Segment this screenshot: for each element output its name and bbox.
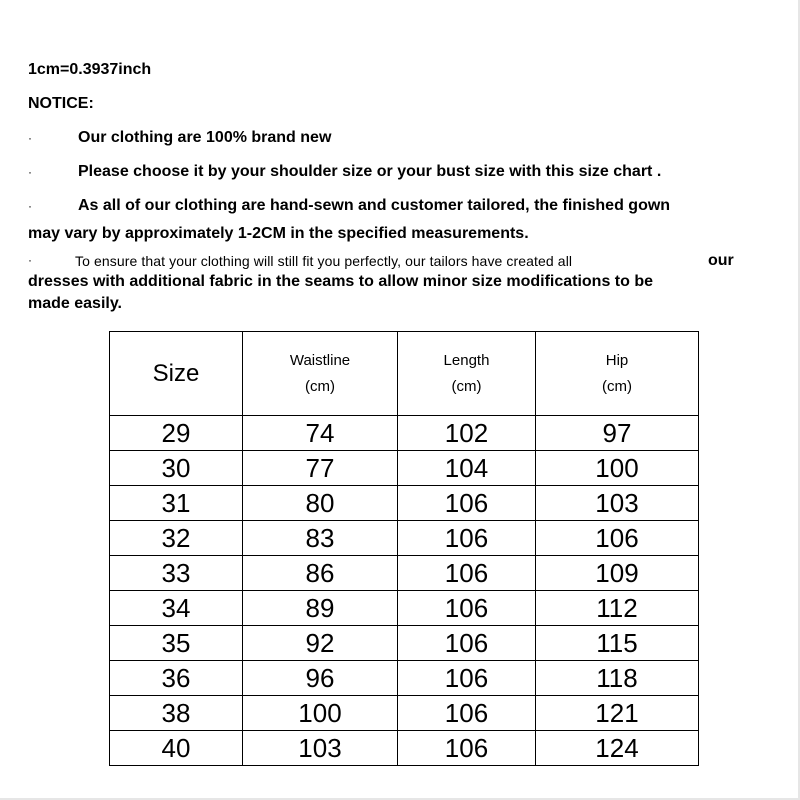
table-row	[110, 661, 699, 696]
unit-conversion: 1cm=0.3937inch	[28, 61, 152, 78]
table-header-row	[110, 332, 699, 416]
table-row	[110, 521, 699, 556]
cell-size: 36	[110, 661, 243, 696]
header-waistline	[243, 332, 398, 416]
cell-length: 102	[398, 416, 536, 451]
header-unit: (cm)	[305, 377, 335, 395]
cell-length: 104	[398, 451, 536, 486]
header-hip	[536, 332, 699, 416]
notice-choose-size: Please choose it by your shoulder size or your bust size with this size chart .	[78, 163, 662, 180]
cell-size: 30	[110, 451, 243, 486]
cell-waistline: 74	[243, 416, 398, 451]
notice-hand-sewn-line1: As all of our clothing are hand-sewn and customer tailored, the finished gown	[78, 197, 671, 214]
notice-fit-line1: To ensure that your clothing will still fit you perfectly, our tailors have created all	[75, 253, 573, 269]
cell-length: 106	[398, 591, 536, 626]
header-unit: (cm)	[451, 377, 482, 395]
cell-waistline: 96	[243, 661, 398, 696]
cell-waistline: 83	[243, 521, 398, 556]
header-title: Size	[152, 359, 200, 387]
notice-hand-sewn-line2: may vary by approximately 1-2CM in the specified measurements.	[28, 225, 529, 242]
table-row	[110, 591, 699, 626]
cell-hip: 112	[536, 591, 699, 626]
header-title: Hip	[605, 351, 629, 369]
cell-waistline: 89	[243, 591, 398, 626]
cell-length: 106	[398, 626, 536, 661]
table-row	[110, 626, 699, 661]
header-length	[398, 332, 536, 416]
bullet-dot: ·	[28, 253, 32, 267]
cell-length: 106	[398, 521, 536, 556]
cell-waistline: 100	[243, 696, 398, 731]
table-row	[110, 416, 699, 451]
table-row	[110, 486, 699, 521]
notice-fit-line3: made easily.	[28, 295, 122, 312]
table-row	[110, 696, 699, 731]
cell-size: 33	[110, 556, 243, 591]
cell-size: 29	[110, 416, 243, 451]
cell-size: 40	[110, 731, 243, 766]
notice-fit-line1-end: our	[708, 252, 734, 269]
bullet-dot: ·	[28, 165, 32, 179]
bullet-dot: ·	[28, 199, 32, 213]
table-row	[110, 556, 699, 591]
cell-waistline: 77	[243, 451, 398, 486]
cell-length: 106	[398, 661, 536, 696]
cell-hip: 124	[536, 731, 699, 766]
cell-waistline: 80	[243, 486, 398, 521]
notice-fit-line2: dresses with additional fabric in the seams to allow minor size modifications to be	[28, 273, 654, 290]
header-size	[110, 332, 243, 416]
cell-waistline: 103	[243, 731, 398, 766]
cell-hip: 118	[536, 661, 699, 696]
cell-hip: 103	[536, 486, 699, 521]
cell-length: 106	[398, 486, 536, 521]
cell-length: 106	[398, 696, 536, 731]
cell-hip: 106	[536, 521, 699, 556]
header-title: Length	[443, 351, 490, 369]
header-title: Waistline	[289, 351, 351, 369]
bullet-dot: ·	[28, 131, 32, 145]
table-row	[110, 731, 699, 766]
cell-waistline: 86	[243, 556, 398, 591]
cell-hip: 100	[536, 451, 699, 486]
header-unit: (cm)	[602, 377, 632, 395]
cell-size: 32	[110, 521, 243, 556]
cell-hip: 115	[536, 626, 699, 661]
notice-title: NOTICE:	[28, 95, 94, 112]
notice-brand-new: Our clothing are 100% brand new	[78, 129, 332, 146]
size-chart-table	[109, 331, 699, 766]
cell-hip: 121	[536, 696, 699, 731]
cell-size: 38	[110, 696, 243, 731]
table-row	[110, 451, 699, 486]
cell-length: 106	[398, 731, 536, 766]
cell-waistline: 92	[243, 626, 398, 661]
cell-size: 34	[110, 591, 243, 626]
cell-size: 35	[110, 626, 243, 661]
cell-hip: 97	[536, 416, 699, 451]
cell-size: 31	[110, 486, 243, 521]
cell-hip: 109	[536, 556, 699, 591]
cell-length: 106	[398, 556, 536, 591]
